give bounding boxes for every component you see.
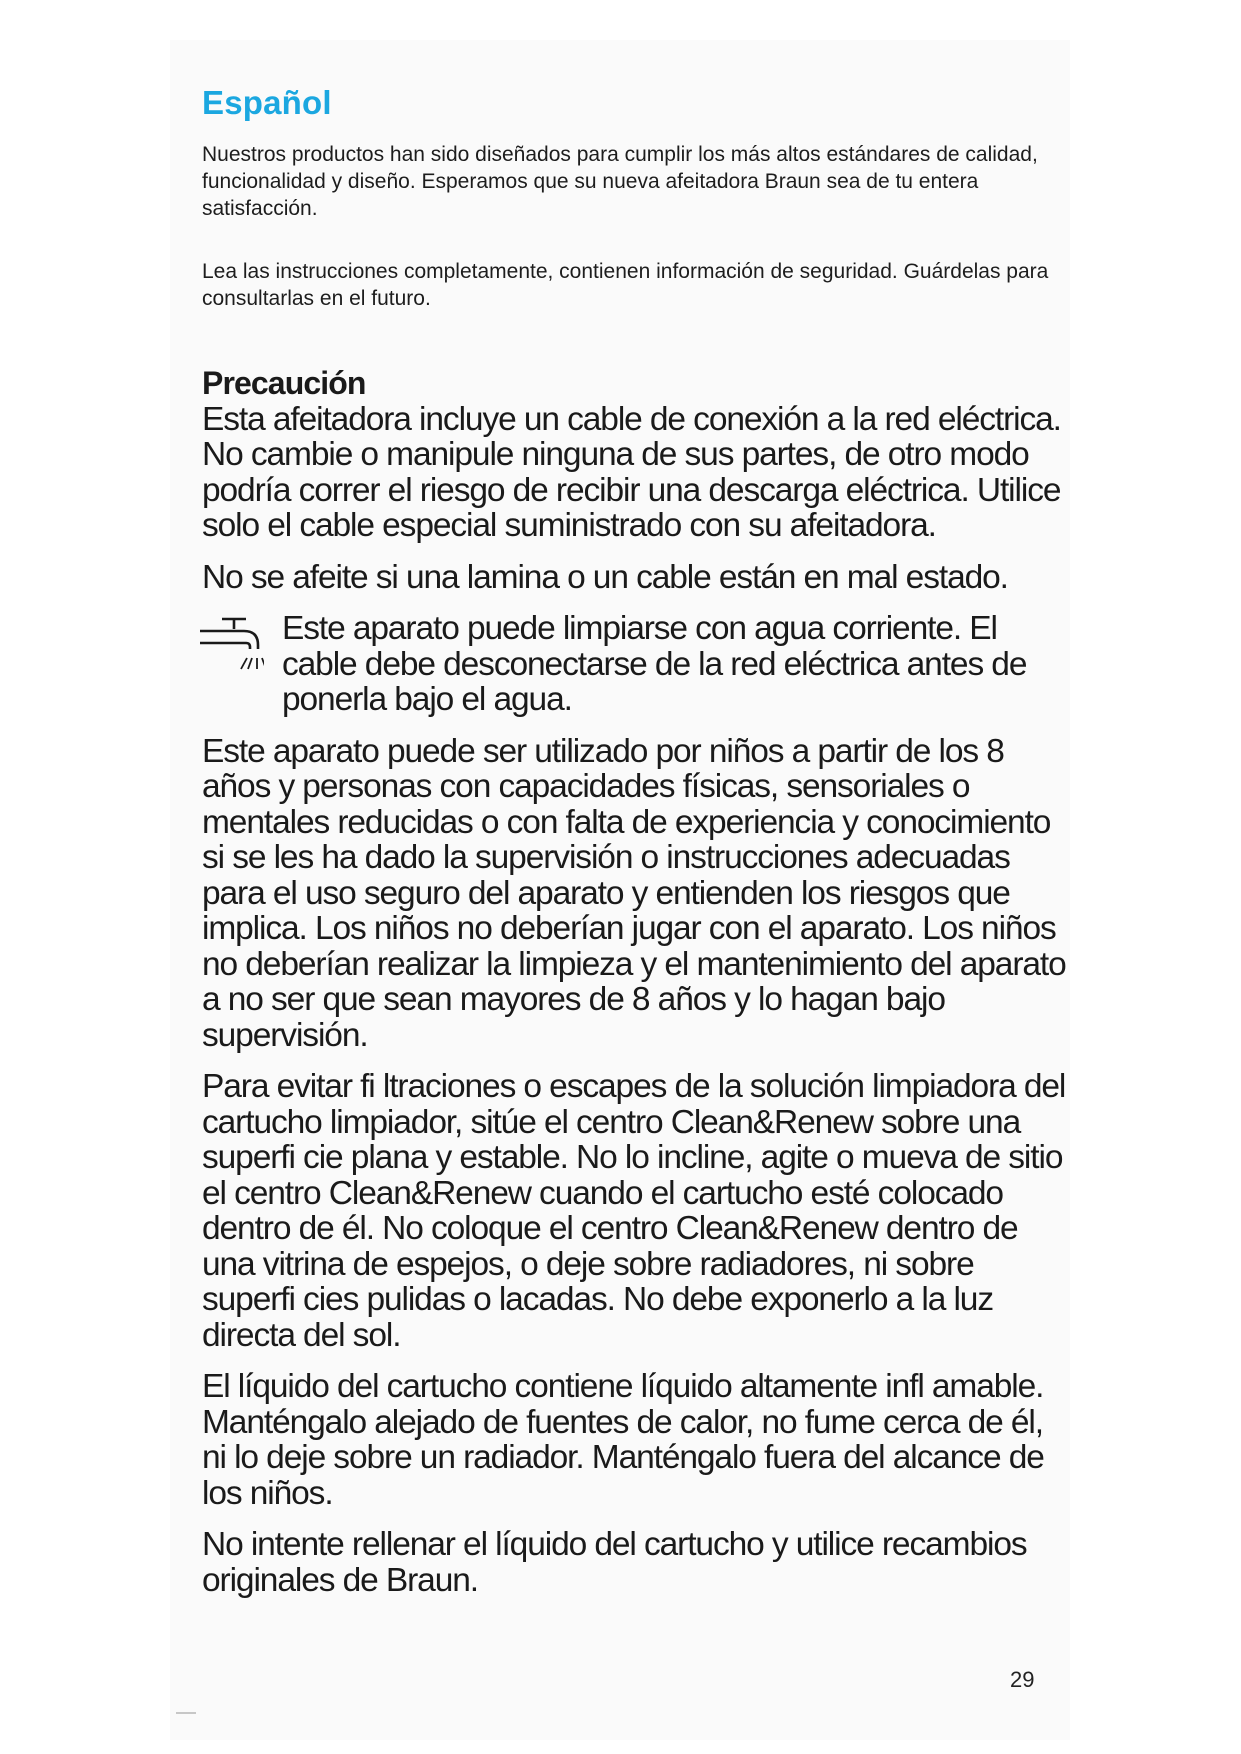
water-cleaning-text: Este aparato puede limpiarse con agua corriente. El cable debe desconectarse de la red eléctrica antes de ponerla bajo el agua.	[282, 610, 1027, 718]
caution-section	[202, 366, 1072, 1614]
caution-paragraph-refill: No intente rellenar el líquido del cartucho y utilice recambios originales de Braun.	[202, 1526, 1027, 1599]
instructions-note: Lea las instrucciones completamente, contienen información de seguridad. Guárdelas para consultarlas en el futuro.	[202, 260, 1049, 310]
caution-title: Precaución	[202, 365, 366, 401]
print-mark	[176, 1712, 196, 1714]
water-cleaning-block	[202, 611, 1072, 718]
tap-water-icon	[200, 613, 264, 677]
caution-paragraph-damaged: No se afeite si una lamina o un cable están en mal estado.	[202, 558, 1008, 596]
page-number: 29	[1010, 1667, 1035, 1692]
intro-paragraph: Nuestros productos han sido diseñados para cumplir los más altos estándares de calidad, funcionalidad y diseño. Esperamos que su nueva afeitadora Braun sea de tu entera satisfacción.	[202, 143, 1038, 220]
caution-paragraph-flammable: El líquido del cartucho contiene líquido altamente infl amable. Manténgalo alejado de fuentes de calor, no fume cerca de él, ni lo deje sobre un radiador. Manténgalo fuera del alcance de los niños.	[202, 1368, 1044, 1512]
language-heading: Español	[202, 84, 332, 121]
caution-paragraph-clean-renew: Para evitar fi ltraciones o escapes de la solución limpiadora del cartucho limpiador, sitúe el centro Clean&Renew sobre una superfi cie plana y estable. No lo incline, agite o mueva de sitio el centro Clean&Renew cuando el cartucho esté colocado dentro de él. No coloque el centro Clean&Renew dentro de una vitrina de espejos, o deje sobre radiadores, ni sobre superfi cies pulidas o lacadas. No debe exponerlo a la luz directa del sol.	[202, 1068, 1066, 1354]
caution-paragraph-children: Este aparato puede ser utilizado por niños a partir de los 8 años y personas con capacidades físicas, sensoriales o mentales reducidas o con falta de experiencia y conocimiento si se les ha dado la supervisión o instrucciones adecuadas para el uso seguro del aparato y entienden los riesgos que implica. Los niños no deberían jugar con el aparato. Los niños no deberían realizar la limpieza y el mantenimiento del aparato a no ser que sean mayores de 8 años y lo hagan bajo supervisión.	[202, 732, 1066, 1054]
caution-paragraph-cable: Esta afeitadora incluye un cable de conexión a la red eléctrica. No cambie o manipule ninguna de sus partes, de otro modo podría correr el riesgo de recibir una descarga eléctrica. Utilice solo el cable especial suministrado con su afeitadora.	[202, 400, 1061, 544]
